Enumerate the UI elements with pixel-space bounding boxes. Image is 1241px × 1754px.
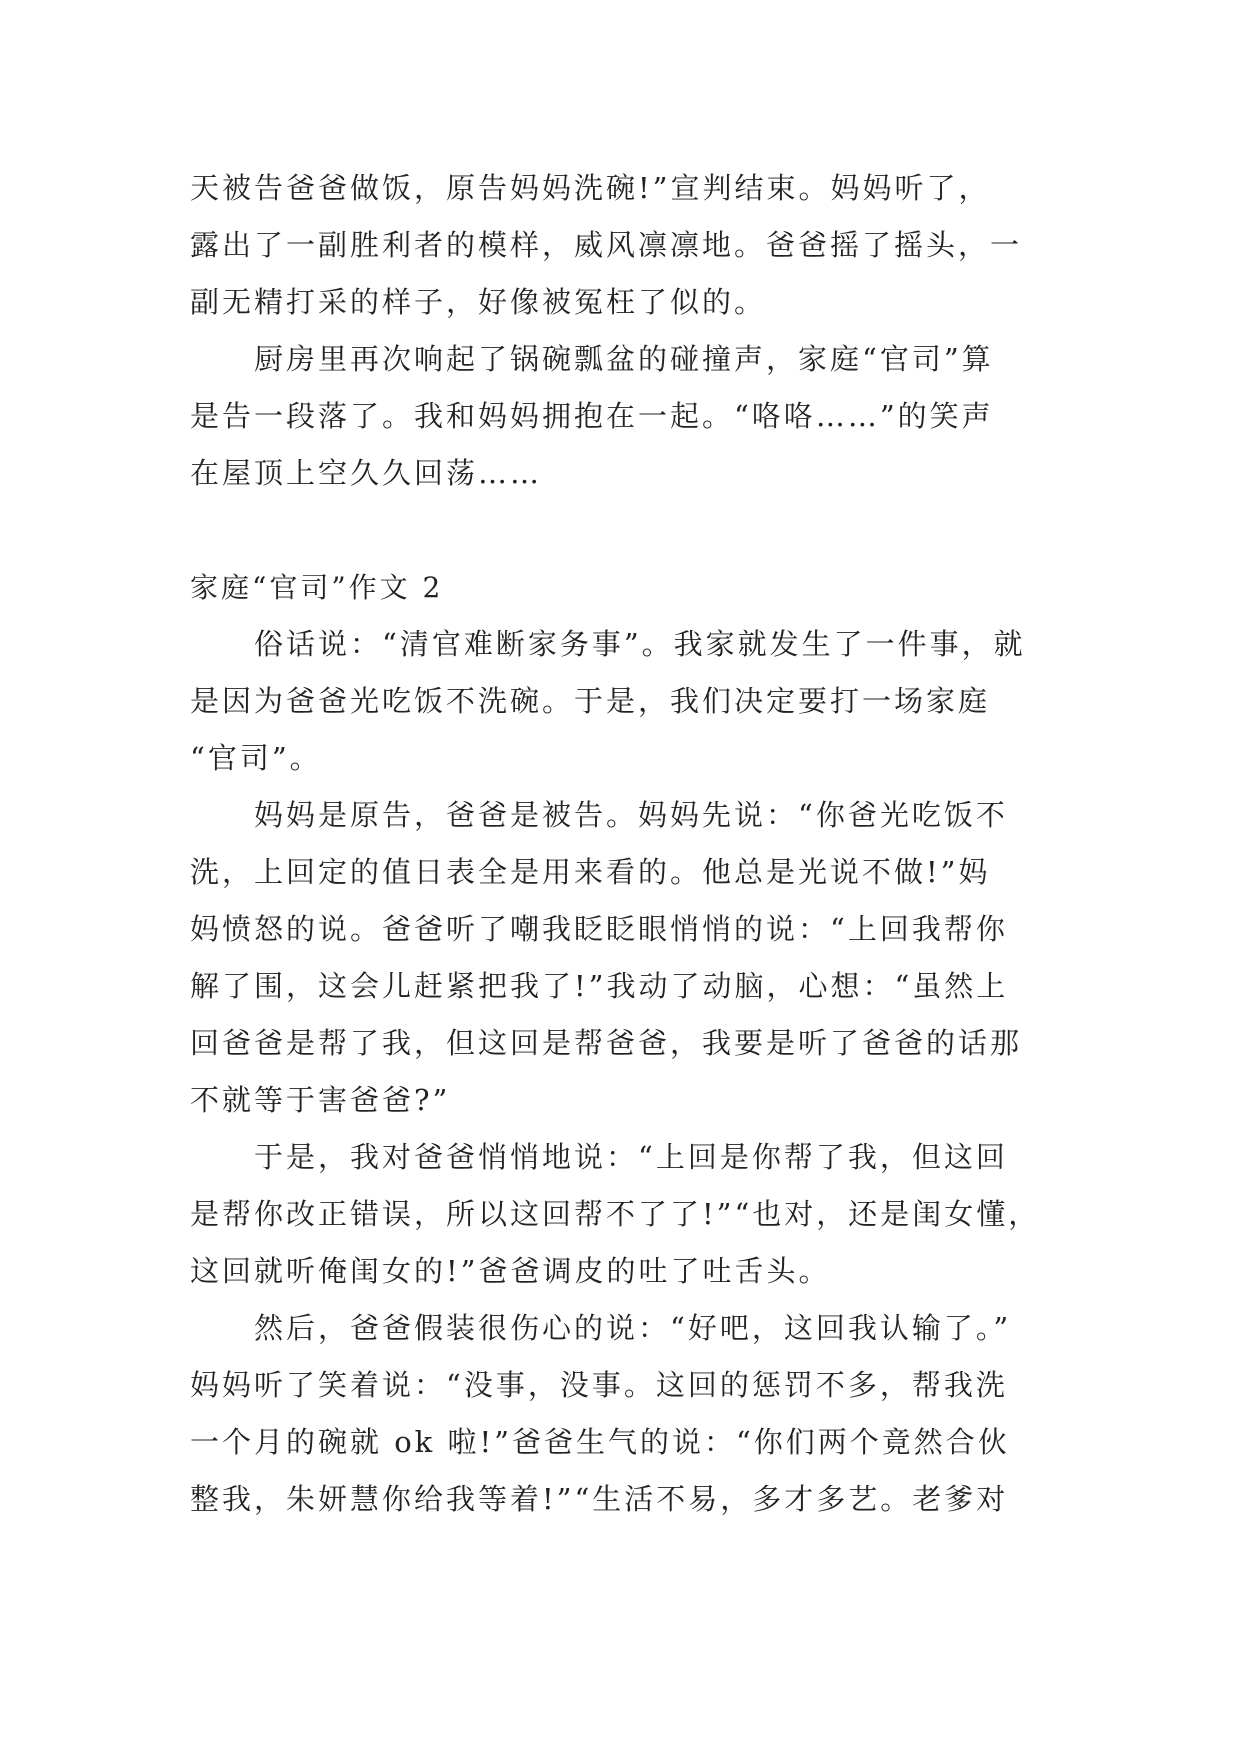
text-line: 解了围，这会儿赶紧把我了!”我动了动脑，心想：“虽然上 [190, 969, 1009, 1003]
text-line: 天被告爸爸做饭，原告妈妈洗碗!”宣判结束。妈妈听了， [190, 171, 991, 205]
text-line: 然后，爸爸假装很伤心的说：“好吧，这回我认输了。” [254, 1311, 1012, 1345]
document-body [190, 160, 1070, 1528]
paragraph [190, 616, 1070, 787]
section-title: 家庭“官司”作文 2 [190, 571, 444, 604]
text-line: 回爸爸是帮了我，但这回是帮爸爸，我要是听了爸爸的话那 [190, 1026, 1023, 1060]
text-line: 这回就听俺闺女的!”爸爸调皮的吐了吐舌头。 [190, 1254, 831, 1288]
text-line: 于是，我对爸爸悄悄地说：“上回是你帮了我，但这回 [254, 1140, 1008, 1174]
text-line: 副无精打采的样子，好像被冤枉了似的。 [190, 285, 767, 319]
text-line: 整我，朱妍慧你给我等着!”“生活不易，多才多艺。老爹对 [190, 1482, 1009, 1516]
text-line: 是因为爸爸光吃饭不洗碗。于是，我们决定要打一场家庭 [190, 684, 991, 718]
paragraph [190, 1300, 1070, 1528]
text-line: 是帮你改正错误，所以这回帮不了了!”“也对，还是闺女懂， [190, 1197, 1041, 1231]
text-line: 妈妈听了笑着说：“没事，没事。这回的惩罚不多，帮我洗 [190, 1368, 1008, 1402]
paragraph [190, 1129, 1070, 1300]
text-line: 是告一段落了。我和妈妈拥抱在一起。“咯咯……”的笑声 [190, 399, 994, 433]
text-line: 俗话说：“清官难断家务事”。我家就发生了一件事，就 [254, 627, 1026, 661]
text-line: 一个月的碗就 ok 啦!”爸爸生气的说：“你们两个竟然合伙 [190, 1425, 1010, 1459]
text-line: 露出了一副胜利者的模样，威风凛凛地。爸爸摇了摇头，一 [190, 228, 1023, 262]
section-spacer [190, 502, 1070, 559]
paragraph [190, 331, 1070, 502]
text-line: 在屋顶上空久久回荡…… [190, 456, 543, 490]
text-line: 妈妈是原告，爸爸是被告。妈妈先说：“你爸光吃饭不 [254, 798, 1008, 832]
text-line: 妈愤怒的说。爸爸听了嘲我眨眨眼悄悄的说：“上回我帮你 [190, 912, 1008, 946]
text-line: “官司”。 [190, 741, 322, 775]
paragraph [190, 787, 1070, 1129]
text-line: 不就等于害爸爸?” [190, 1083, 451, 1117]
text-line: 洗，上回定的值日表全是用来看的。他总是光说不做!”妈 [190, 855, 991, 889]
text-line: 厨房里再次响起了锅碗瓢盆的碰撞声，家庭“官司”算 [254, 342, 994, 376]
paragraph [190, 160, 1070, 331]
